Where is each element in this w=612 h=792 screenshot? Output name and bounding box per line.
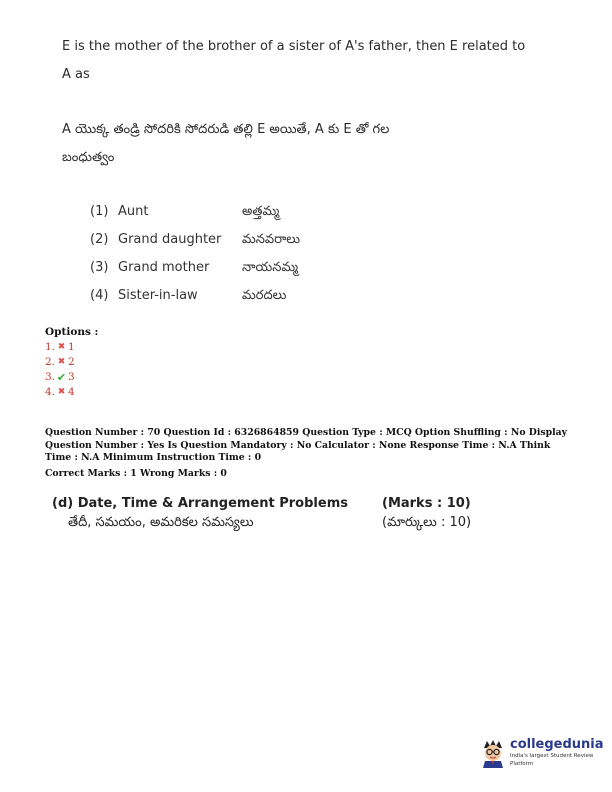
- choice-row: [90, 226, 300, 254]
- choice-english: Grand daughter: [118, 232, 222, 247]
- option-index: 1.: [45, 341, 56, 353]
- options-header: Options :: [45, 326, 99, 338]
- choice-telugu: మనవరాలు: [242, 232, 301, 247]
- logo-text: [510, 738, 612, 768]
- option-index: 4.: [45, 386, 56, 398]
- choice-row: [90, 198, 300, 226]
- option-item: [45, 355, 98, 370]
- choice-english: Sister-in-law: [118, 288, 198, 303]
- option-index: 3.: [45, 371, 56, 383]
- logo-name: collegedunia: [510, 737, 604, 752]
- choice-telugu: అత్తమ్మ: [242, 204, 280, 219]
- question-marks: Correct Marks : 1 Wrong Marks : 0: [45, 467, 227, 479]
- option-value: 2: [68, 356, 75, 368]
- question-metadata: [45, 427, 575, 480]
- mascot-icon: [480, 738, 506, 768]
- question-telugu: [62, 116, 532, 172]
- section-title-telugu: తేదీ, సమయం, అమరికల సమస్యలు: [68, 515, 254, 530]
- choice-english: Grand mother: [118, 260, 210, 275]
- question-telugu-line2: బంధుత్వం: [62, 150, 115, 165]
- choice-english: Aunt: [118, 204, 149, 219]
- option-value: 4: [68, 386, 75, 398]
- choice-row: [90, 282, 300, 310]
- option-value: 1: [68, 341, 75, 353]
- collegedunia-logo: [480, 738, 612, 768]
- choice-number: (2): [90, 232, 109, 247]
- choice-number: (3): [90, 260, 109, 275]
- option-item: [45, 385, 98, 400]
- section-row-english: [52, 494, 472, 513]
- section-title-english: (d) Date, Time & Arrangement Problems: [52, 496, 348, 511]
- option-item: [45, 370, 98, 385]
- choice-telugu: మరదలు: [242, 288, 287, 303]
- check-icon: ✔: [56, 371, 67, 384]
- question-english-line2: A as: [62, 67, 90, 82]
- question-english: [62, 33, 532, 89]
- question-details: Question Number : 70 Question Id : 6326864859 Question Type : MCQ Option Shuffling : No Display Question Number : Yes Is Question Mandatory : No Calculator : None Response Time : N.A Think Time : N.A Minimum Instruction Time : 0: [45, 427, 568, 463]
- question-telugu-line1: A యొక్క తండ్రి సోదరికి సోదరుడి తల్లి E అయితే, A కు E తో గల: [62, 122, 390, 137]
- cross-icon: ✖: [57, 387, 66, 397]
- options-list: [45, 326, 98, 400]
- option-item: [45, 340, 98, 355]
- choice-number: (1): [90, 204, 109, 219]
- option-index: 2.: [45, 356, 56, 368]
- section-marks-telugu: (మార్కులు : 10): [382, 515, 472, 530]
- choice-telugu: నాయనమ్మ: [242, 260, 299, 275]
- section-row-telugu: [52, 513, 472, 532]
- choice-number: (4): [90, 288, 109, 303]
- cross-icon: ✖: [57, 342, 66, 352]
- section-heading: [52, 494, 472, 532]
- answer-choices: [90, 198, 300, 310]
- question-english-line1: E is the mother of the brother of a sister of A's father, then E related to: [62, 39, 526, 54]
- logo-tagline: India's largest Student Review Platform: [510, 753, 594, 767]
- cross-icon: ✖: [57, 357, 66, 367]
- section-marks-english: (Marks : 10): [382, 496, 471, 511]
- option-value: 3: [68, 371, 75, 383]
- choice-row: [90, 254, 300, 282]
